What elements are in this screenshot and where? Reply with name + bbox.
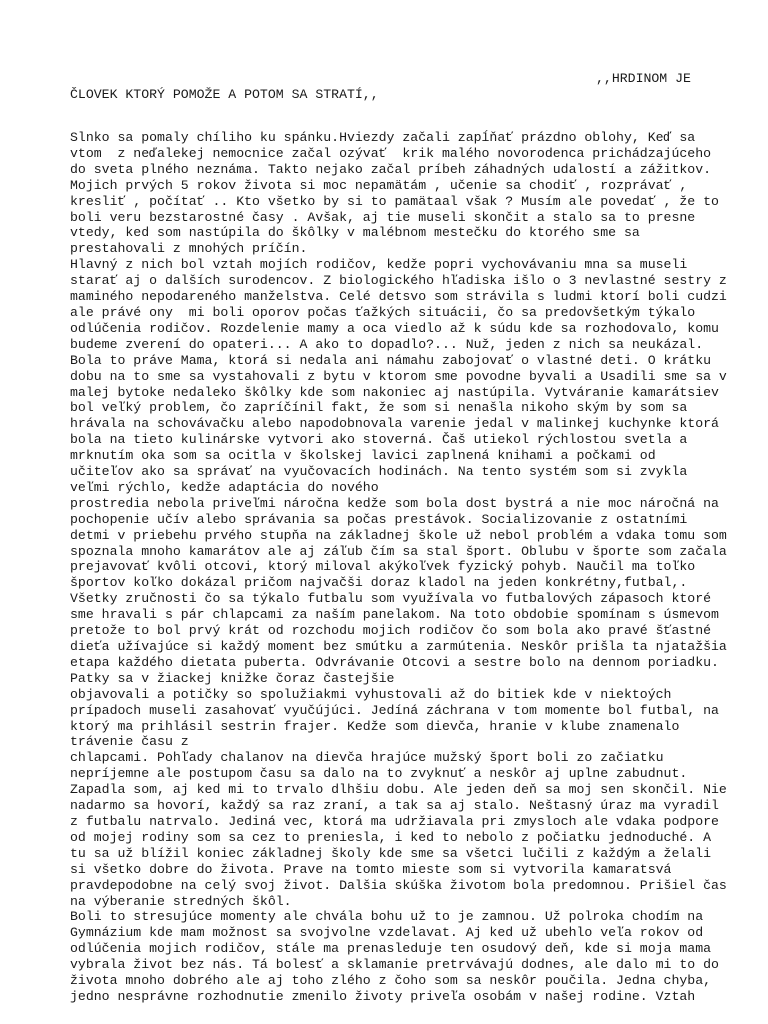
body-line: do sveta plného neznáma. Takto nejako začal príbeh záhadných udalostí a zážitkov.	[70, 161, 712, 177]
title-line-2: ČLOVEK KTORÝ POMOŽE A POTOM SA STRATÍ,,	[70, 87, 379, 102]
body-line: pravdepodobne na celý svoj život. Dalšia skúška životom bola predomnou. Prišiel čas	[70, 877, 727, 893]
body-line: Slnko sa pomaly chíliho ku spánku.Hviezdy začali zapĺňať prázdno oblohy, Keď sa	[70, 130, 696, 145]
body-line: mrknutím oka som sa ocitla v školskej lavici zaplnená knihami a počkami od	[70, 448, 656, 464]
body-line: pochopenie učív alebo správania sa počas prestávok. Socializovanie z ostatními	[70, 511, 688, 527]
body-line: boli veru bezstarostné časy . Avšak, aj tie museli skončit a stalo sa to presne	[70, 209, 696, 225]
body-line: z futbalu natrvalo. Jediná vec, ktorá ma udržiavala pri zmysloch ale vdaka podpore	[70, 813, 719, 829]
body-line: dieťa užívajúce si každý moment bez smútku a zarmútenia. Neskôr prišla ta njatažšia	[70, 639, 727, 654]
body-line: prostredia nebola priveľmi náročna kedže som bola dost bystrá a nie moc náročná na	[70, 495, 719, 511]
body-line: Všetky zručnosti čo sa týkalo futbalu som využívala vo futbalových zápasoch ktoré	[70, 591, 712, 607]
body-line: Mojich prvých 5 rokov života si moc nepamätám , učenie sa chodiť , rozprávať ,	[70, 177, 688, 193]
body-line: ale právé ony mi boli oporov počas ťažkých situácii, čo sa predovšetkým týkalo	[70, 304, 696, 320]
body-line: etapa každého dietata puberta. Odvrávanie Otcovi a sestre bolo na dennom poriadku.	[70, 654, 719, 670]
body-line: vtom z neďalekej nemocnice začal ozývať krik malého novorodenca prichádzajúceho	[70, 145, 712, 161]
body-line: odlúčenia mojich rodičov, stále ma prenasleduje ten osudový deň, kde si moja mama	[70, 941, 712, 957]
body-line: vybrala život bez nás. Tá bolesť a sklamanie pretrvávajú dodnes, ale dalo mi to do	[70, 957, 719, 973]
body-line: objavovali a potičky so spolužiakmi vyhustovali až do bitiek kde v niektoých	[70, 686, 672, 702]
body-line: nepríjemne ale postupom času sa dalo na to zvyknuť a neskôr aj uplne zabudnut.	[70, 766, 688, 782]
body-line: sme hravali s pár chlapcami za naším panelakom. Na toto obdobie spomínam s úsmevom	[70, 607, 719, 623]
body-line: života mnoho dobrého ale aj toho zlého z čoho som sa neskôr poučila. Jedna chyba,	[70, 973, 712, 989]
body-line: kresliť , počítať .. Kto všetko by si to pamätaal však ? Musím ale povedať , že to	[70, 193, 719, 209]
body-line: Bola to práve Mama, ktorá si nedala ani námahu zabojovať o vlastné deti. O krátku	[70, 352, 712, 368]
body-line: hrávala na schovávačku alebo napodobnovala varenie jedal v malinkej kuchynke ktorá	[70, 416, 719, 432]
body-text	[70, 130, 727, 1005]
body-line: odlúčenia rodičov. Rozdelenie mamy a oca viedlo až k súdu kde sa rozhodovalo, komu	[70, 320, 719, 336]
body-line: bol veľký problem, čo zapríčínil fakt, že som si nenašla nikoho ským by som sa	[70, 400, 688, 416]
body-line: prípadoch museli zasahovať vyučújúci. Jedíná záchrana v tom momente bol futbal, na	[70, 702, 719, 718]
body-line: Boli to stresujúce momenty ale chvála bohu už to je zamnou. Už polroka chodím na	[70, 909, 704, 925]
body-line: učiteľov ako sa správať na vyučovacích hodinách. Na tento systém som si zvykla	[70, 464, 688, 480]
body-line: prejavovať kvôli otcovi, ktorý miloval akýkoľvek fyzický pohyb. Naučil ma toľko	[70, 559, 696, 575]
body-line: Hlavný z nich bol vztah mojích rodičov, kedže popri vychovávaniu mna sa museli	[70, 257, 688, 273]
body-line: od mojej rodiny som sa cez to preniesla, i ked to nebolo z počiatku jednoduché. A	[70, 829, 712, 845]
body-line: si všetko dobre do života. Prave na tomto mieste som si vytvorila kamaratsvá	[70, 861, 672, 877]
body-line: Zapadla som, aj ked mi to trvalo dlhšiu dobu. Ale jeden deň sa moj sen skončil. Nie	[70, 782, 727, 798]
body-line: detmi v priebehu prvého stupňa na základnej škole už nebol problém a vdaka tomu som	[70, 527, 727, 543]
body-line: jedno nesprávne rozhodnutie zmenilo životy priveľa osobám v našej rodine. Vztah	[70, 988, 696, 1004]
body-line: Patky sa v žiackej knižke čoraz častejšie	[70, 670, 395, 686]
body-line: veľmi rýchlo, kedže adaptácia do nového	[70, 479, 379, 495]
title-line-1: ,,HRDINOM JE	[596, 71, 691, 86]
body-line: ktorý ma prihlásil sestrin frajer. Kedže som dievča, hranie v klube znamenalo	[70, 718, 680, 734]
body-line: starať aj o dalších surodencov. Z biologického hľadiska išlo o 3 nevlastné sestry z	[70, 273, 727, 289]
body-line: malej bytoke nedaleko škôlky kde som nakoniec aj nastúpila. Vytváranie kamarátsiev	[70, 384, 719, 400]
body-line: prestahovali z mnohých príčín.	[70, 241, 308, 257]
body-line: Gymnázium kde mam možnost sa svojvolne vzdelavat. Aj ked už ubehlo veľa rokov od	[70, 925, 704, 941]
body-line: vtedy, ked som nastúpila do škôlky v malébnom mestečku do ktorého sme sa	[70, 225, 640, 241]
body-line: pretože to bol prvý krát od rozchodu mojich rodičov čo som bola ako pravé šťastné	[70, 623, 712, 639]
body-line: dobu na to sme sa vystahovali z bytu v ktorom sme povodne byvali a Usadili sme sa v	[70, 368, 727, 384]
body-line: nadarmo sa hovorí, každý sa raz zraní, a tak sa aj stalo. Neštasný úraz ma vyradil	[70, 798, 719, 814]
body-line: maminého nepodareného manželstva. Celé detsvo som strávila s ludmi ktorí boli cudzi	[70, 289, 727, 305]
body-line: spoznala mnoho kamarátov ale aj záľub čím sa stal šport. Oblubu v športe som začala	[70, 543, 727, 559]
body-line: chlapcami. Pohľady chalanov na dievča hrajúce mužský šport boli zo začiatku	[70, 750, 664, 766]
body-line: budeme zverení do opateri... A ako to dopadlo?... Nuž, jeden z nich sa neukázal.	[70, 336, 704, 352]
body-line: športov koľko dokázal pričom najvačši doraz kladol na jeden konkrétny,futbal,.	[70, 575, 688, 591]
body-line: na výberanie stredných škôl.	[70, 893, 292, 909]
body-line: bola na tieto kulinárske vytvori ako stoverná. Čaš utiekol rýchlostou svetla a	[70, 432, 688, 448]
body-line: trávenie času z	[70, 734, 189, 750]
body-line: tu sa už blížil koniec základnej školy kde sme sa všetci lučili z každým a želali	[70, 845, 712, 861]
